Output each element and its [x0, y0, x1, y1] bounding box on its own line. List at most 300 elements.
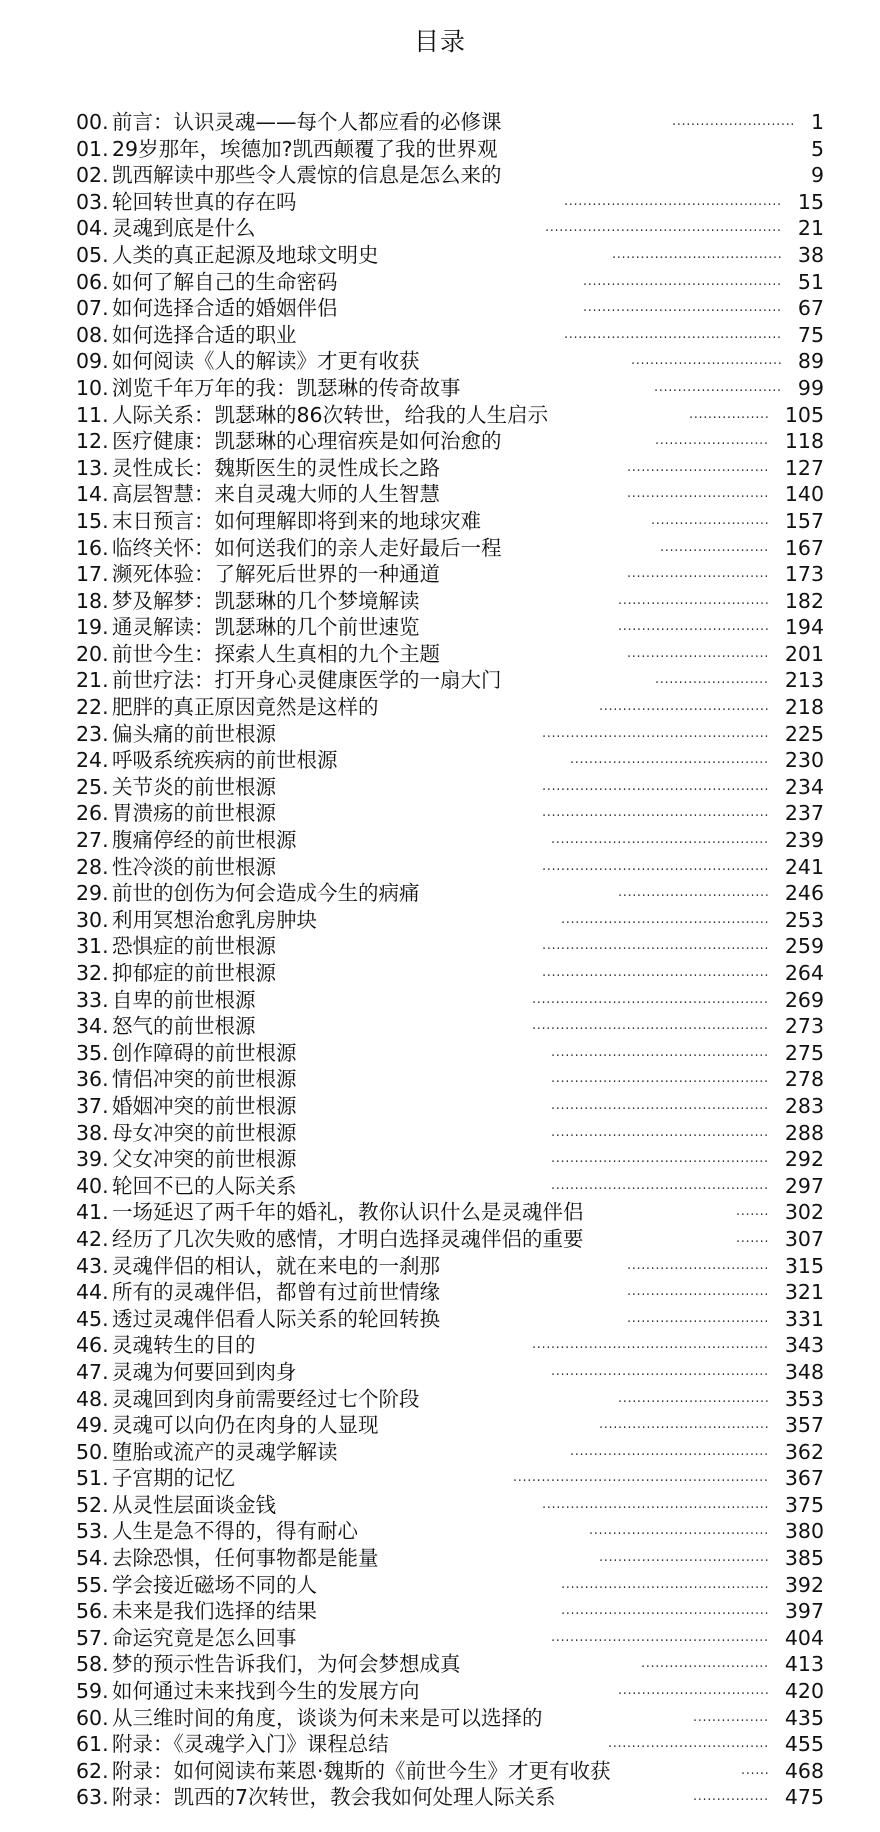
entry-title: 轮回不已的人际关系	[112, 1173, 297, 1198]
page-number: 404	[784, 1625, 824, 1650]
entry-title: 去除恐惧，任何事物都是能量	[112, 1546, 379, 1571]
toc-entry[interactable]	[76, 1784, 824, 1811]
toc-entry[interactable]	[76, 1173, 824, 1200]
entry-number: 34.	[76, 1014, 109, 1039]
page-number: 348	[784, 1359, 824, 1384]
page-number: 292	[784, 1147, 824, 1172]
entry-title: 恐惧症的前世根源	[112, 934, 276, 959]
toc-entry[interactable]	[76, 667, 824, 694]
entry-number: 03.	[76, 189, 109, 214]
toc-entry[interactable]	[76, 535, 824, 562]
dot-leader: ................	[693, 1709, 769, 1725]
entry-title: 婚姻冲突的前世根源	[112, 1093, 297, 1118]
entry-title: 关节炎的前世根源	[112, 774, 276, 799]
entry-number: 48.	[76, 1386, 109, 1411]
dot-leader: .................	[689, 406, 769, 422]
entry-title: 末日预言：如何理解即将到来的地球灾难	[112, 508, 481, 533]
toc-entry[interactable]	[76, 1093, 824, 1120]
page-number: 321	[784, 1280, 824, 1305]
page-number: 241	[784, 854, 824, 879]
toc-entry[interactable]	[76, 880, 824, 907]
entry-title: 如何选择合适的职业	[112, 322, 297, 347]
entry-title: 胃溃疡的前世根源	[112, 801, 276, 826]
toc-entry[interactable]	[76, 1758, 824, 1785]
entry-title: 如何了解自己的生命密码	[112, 269, 338, 294]
entry-number: 44.	[76, 1280, 109, 1305]
dot-leader: ......................................................	[513, 1470, 769, 1486]
page-number: 353	[784, 1386, 824, 1411]
entry-title: 濒死体验：了解死后世界的一种通道	[112, 562, 440, 587]
entry-number: 62.	[76, 1758, 109, 1783]
toc-entry[interactable]	[76, 215, 824, 242]
dot-leader: ..............................................	[551, 1071, 769, 1087]
dot-leader: ..............................................	[551, 1124, 769, 1140]
entry-title: 所有的灵魂伴侣，都曾有过前世情缘	[112, 1280, 440, 1305]
entry-title: 梦及解梦：凯瑟琳的几个梦境解读	[112, 588, 420, 613]
entry-title: 如何阅读《人的解读》才更有收获	[112, 349, 420, 374]
entry-number: 43.	[76, 1253, 109, 1278]
page-number: 67	[797, 296, 824, 321]
toc-entry[interactable]	[76, 1705, 824, 1732]
page-number: 118	[784, 429, 824, 454]
entry-title: 附录：《灵魂学入门》课程总结	[112, 1732, 389, 1757]
page-number: 315	[784, 1253, 824, 1278]
dot-leader: ..................................................	[532, 991, 769, 1007]
entry-number: 05.	[76, 242, 109, 267]
toc-entry[interactable]	[76, 987, 824, 1014]
entry-title: 医疗健康：凯瑟琳的心理宿疾是如何治愈的	[112, 429, 502, 454]
dot-leader: ..............................................	[551, 832, 769, 848]
dot-leader: .......	[736, 1204, 769, 1220]
page-number: 127	[784, 455, 824, 480]
page-number: 269	[784, 987, 824, 1012]
toc-entry[interactable]	[76, 641, 824, 668]
toc-entry[interactable]	[76, 136, 824, 163]
entry-number: 33.	[76, 987, 109, 1012]
entry-number: 52.	[76, 1492, 109, 1517]
entry-number: 04.	[76, 216, 109, 241]
page-number: 275	[784, 1040, 824, 1065]
entry-title: 附录：如何阅读布莱恩·魏斯的《前世今生》才更有收获	[112, 1758, 611, 1783]
entry-title: 经历了几次失败的感情，才明白选择灵魂伴侣的重要	[112, 1226, 584, 1251]
entry-number: 20.	[76, 641, 109, 666]
entry-title: 人生是急不得的，得有耐心	[112, 1519, 358, 1544]
page-number: 218	[784, 695, 824, 720]
entry-title: 前世疗法：打开身心灵健康医学的一扇大门	[112, 668, 502, 693]
entry-title: 灵魂伴侣的相认，就在来电的一刹那	[112, 1253, 440, 1278]
page-title: 目录	[413, 27, 466, 56]
entry-number: 13.	[76, 455, 109, 480]
page-number: 173	[784, 562, 824, 587]
page-number: 167	[784, 535, 824, 560]
entry-title: 肥胖的真正原因竟然是这样的	[112, 695, 379, 720]
dot-leader: ................................................	[542, 725, 769, 741]
page-number: 5	[810, 136, 824, 161]
page-number: 307	[784, 1226, 824, 1251]
dot-leader: ..........................	[672, 114, 795, 129]
page-number: 367	[784, 1466, 824, 1491]
entry-title: 如何选择合适的婚姻伴侣	[112, 296, 338, 321]
page-number: 225	[784, 721, 824, 746]
entry-title: 未来是我们选择的结果	[112, 1599, 317, 1624]
entry-number: 39.	[76, 1147, 109, 1172]
entry-title: 利用冥想治愈乳房肿块	[112, 907, 317, 932]
entry-number: 30.	[76, 907, 109, 932]
dot-leader: ..................................	[608, 1736, 769, 1752]
page-number: 343	[784, 1333, 824, 1358]
toc-entry[interactable]	[76, 1439, 824, 1466]
dot-leader: ..............................	[627, 1310, 769, 1326]
entry-title: 附录：凯西的7次转世，教会我如何处理人际关系	[112, 1785, 556, 1810]
page-number: 283	[784, 1093, 824, 1118]
entry-number: 35.	[76, 1040, 109, 1065]
dot-leader: ..............................	[627, 645, 769, 661]
entry-title: 创作障碍的前世根源	[112, 1040, 297, 1065]
dot-leader: ..............................................	[551, 1363, 769, 1379]
toc-entry[interactable]	[76, 800, 824, 827]
page-number: 362	[784, 1439, 824, 1464]
entry-number: 32.	[76, 961, 109, 985]
page-number: 15	[797, 189, 824, 214]
toc-entry[interactable]	[76, 402, 824, 429]
entry-number: 17.	[76, 562, 109, 587]
toc-entry[interactable]	[76, 1226, 824, 1253]
entry-title: 透过灵魂伴侣看人际关系的轮回转换	[112, 1306, 440, 1331]
dot-leader: ............................................	[561, 1603, 769, 1619]
entry-number: 06.	[76, 269, 109, 294]
page-number: 331	[784, 1306, 824, 1331]
toc-entry[interactable]	[76, 1678, 824, 1705]
toc-entry[interactable]	[76, 1545, 824, 1572]
entry-number: 26.	[76, 801, 109, 826]
entry-number: 55.	[76, 1572, 109, 1597]
page-number: 9	[810, 163, 824, 188]
entry-number: 31.	[76, 934, 109, 959]
entry-number: 19.	[76, 615, 109, 640]
toc-entry[interactable]	[76, 481, 824, 508]
page-number: 264	[784, 961, 824, 985]
entry-number: 02.	[76, 163, 109, 188]
dot-leader: ..............................................	[551, 1177, 769, 1193]
entry-title: 前世今生：探索人生真相的九个主题	[112, 641, 440, 666]
toc-entry[interactable]	[76, 1146, 824, 1173]
entry-number: 51.	[76, 1466, 109, 1491]
toc-entry[interactable]	[76, 322, 824, 349]
toc-entry[interactable]	[76, 854, 824, 881]
entry-number: 14.	[76, 482, 109, 507]
page-number: 475	[784, 1785, 824, 1810]
toc-entry[interactable]	[76, 295, 824, 322]
entry-title: 自卑的前世根源	[112, 987, 256, 1012]
entry-number: 00.	[76, 110, 109, 134]
entry-number: 47.	[76, 1359, 109, 1384]
toc-entry[interactable]	[76, 561, 824, 588]
toc-entry[interactable]	[76, 1518, 824, 1545]
dot-leader: ..............................	[627, 1257, 769, 1273]
toc-entry[interactable]	[76, 588, 824, 615]
toc-entry[interactable]	[76, 774, 824, 801]
entry-title: 堕胎或流产的灵魂学解读	[112, 1439, 338, 1464]
page-number: 297	[784, 1173, 824, 1198]
entry-title: 前言：认识灵魂——每个人都应看的必修课	[112, 110, 502, 134]
page-number: 21	[797, 216, 824, 241]
page-number: 75	[797, 322, 824, 347]
entry-title: 呼吸系统疾病的前世根源	[112, 748, 338, 773]
entry-number: 63.	[76, 1785, 109, 1810]
toc-entry[interactable]	[76, 907, 824, 934]
entry-number: 50.	[76, 1439, 109, 1464]
dot-leader: ..............................	[627, 1284, 769, 1300]
toc-entry[interactable]	[76, 1386, 824, 1413]
page-number: 246	[784, 881, 824, 906]
entry-number: 60.	[76, 1705, 109, 1730]
entry-title: 人际关系：凯瑟琳的86次转世，给我的人生启示	[112, 402, 549, 427]
toc-entry[interactable]	[76, 162, 824, 189]
entry-number: 28.	[76, 854, 109, 879]
entry-number: 10.	[76, 375, 109, 400]
toc-entry[interactable]	[76, 933, 824, 960]
toc-entry[interactable]	[76, 348, 824, 375]
toc-entry[interactable]	[76, 508, 824, 535]
toc-entry[interactable]	[76, 1572, 824, 1599]
page-number: 455	[784, 1732, 824, 1757]
entry-number: 25.	[76, 774, 109, 799]
page-number: 194	[784, 615, 824, 640]
toc-entry[interactable]	[76, 109, 824, 136]
entry-title: 情侣冲突的前世根源	[112, 1067, 297, 1092]
entry-number: 09.	[76, 349, 109, 374]
entry-number: 40.	[76, 1173, 109, 1198]
entry-title: 浏览千年万年的我：凯瑟琳的传奇故事	[112, 375, 461, 400]
dot-leader: ................................	[618, 619, 769, 635]
entry-title: 性冷淡的前世根源	[112, 854, 276, 879]
entry-number: 49.	[76, 1413, 109, 1438]
page-number: 380	[784, 1519, 824, 1544]
dot-leader: ..........................................	[583, 273, 782, 289]
toc-entry[interactable]	[76, 375, 824, 402]
page-number: 182	[784, 588, 824, 613]
dot-leader: ................................	[618, 1683, 769, 1699]
entry-title: 临终关怀：如何送我们的亲人走好最后一程	[112, 535, 502, 560]
dot-leader: .......	[736, 1230, 769, 1246]
entry-title: 偏头痛的前世根源	[112, 721, 276, 746]
dot-leader: ..................................................	[532, 1337, 769, 1353]
entry-number: 24.	[76, 748, 109, 773]
dot-leader: ..............................................	[551, 1151, 769, 1167]
dot-leader: ................................................	[542, 805, 769, 821]
entry-title: 父女冲突的前世根源	[112, 1147, 297, 1172]
entry-number: 18.	[76, 588, 109, 613]
entry-number: 12.	[76, 429, 109, 454]
page-number: 105	[784, 402, 824, 427]
toc-entry[interactable]	[76, 1492, 824, 1519]
dot-leader: ........................	[655, 433, 769, 449]
entry-number: 56.	[76, 1599, 109, 1624]
entry-title: 高层智慧：来自灵魂大师的人生智慧	[112, 482, 440, 507]
toc-entry[interactable]	[76, 694, 824, 721]
dot-leader: ................	[693, 1789, 769, 1805]
dot-leader: ..........................................	[570, 1443, 769, 1459]
dot-leader: ..................................................	[532, 1018, 769, 1034]
toc-entry[interactable]	[76, 455, 824, 482]
page-number: 237	[784, 801, 824, 826]
toc-entry[interactable]	[76, 1598, 824, 1625]
entry-title: 怒气的前世根源	[112, 1014, 256, 1039]
entry-number: 23.	[76, 721, 109, 746]
toc-entry[interactable]	[76, 1465, 824, 1492]
dot-leader: ..................................................	[545, 220, 782, 236]
page-number: 38	[797, 242, 824, 267]
toc-entry[interactable]	[76, 827, 824, 854]
entry-number: 54.	[76, 1546, 109, 1571]
dot-leader: ...........................	[641, 1656, 769, 1672]
page-number: 273	[784, 1014, 824, 1039]
entry-title: 灵魂可以向仍在肉身的人显现	[112, 1413, 379, 1438]
page-number: 201	[784, 641, 824, 666]
page-number: 397	[784, 1599, 824, 1624]
dot-leader: ........................	[655, 672, 769, 688]
entry-number: 37.	[76, 1093, 109, 1118]
dot-leader: ................................................	[542, 858, 769, 874]
entry-number: 38.	[76, 1120, 109, 1145]
dot-leader: ......	[741, 1762, 769, 1778]
toc-entry[interactable]	[76, 1013, 824, 1040]
entry-title: 灵魂回到肉身前需要经过七个阶段	[112, 1386, 420, 1411]
entry-number: 61.	[76, 1732, 109, 1757]
dot-leader: ..............................	[627, 566, 769, 582]
entry-title: 29岁那年，埃德加?凯西颠覆了我的世界观	[112, 136, 498, 161]
dot-leader: ...........................	[654, 379, 782, 395]
page-number: 420	[784, 1679, 824, 1704]
dot-leader: ................................................	[542, 1496, 769, 1512]
entry-title: 灵魂到底是什么	[112, 216, 256, 241]
entry-title: 命运究竟是怎么回事	[112, 1625, 297, 1650]
entry-title: 如何通过未来找到今生的发展方向	[112, 1679, 420, 1704]
dot-leader: ............................................	[561, 911, 769, 927]
entry-number: 46.	[76, 1333, 109, 1358]
toc-entry[interactable]	[76, 1040, 824, 1067]
dot-leader: ................................................	[542, 938, 769, 954]
entry-number: 08.	[76, 322, 109, 347]
page-number: 157	[784, 508, 824, 533]
dot-leader: ....................................	[612, 246, 782, 262]
dot-leader: ................................	[618, 885, 769, 901]
toc-entry[interactable]	[76, 1066, 824, 1093]
page-number: 99	[797, 375, 824, 400]
dot-leader: ................................	[618, 592, 769, 608]
dot-leader: ................................	[631, 353, 782, 369]
dot-leader: ................................................	[542, 778, 769, 794]
toc-entry[interactable]	[76, 1253, 824, 1280]
toc-entry[interactable]	[76, 269, 824, 296]
toc-entry[interactable]	[76, 747, 824, 774]
entry-title: 灵魂为何要回到肉身	[112, 1359, 297, 1384]
toc-entry[interactable]	[76, 428, 824, 455]
entry-title: 一场延迟了两千年的婚礼，教你认识什么是灵魂伴侣	[112, 1200, 584, 1225]
page-number: 89	[797, 349, 824, 374]
toc-entry[interactable]	[76, 1651, 824, 1678]
toc-entry[interactable]	[76, 614, 824, 641]
page-number: 51	[797, 269, 824, 294]
entry-title: 人类的真正起源及地球文明史	[112, 242, 379, 267]
toc-entry[interactable]	[76, 960, 824, 987]
entry-number: 01.	[76, 136, 109, 161]
toc-entry[interactable]	[76, 1359, 824, 1386]
entry-title: 梦的预示性告诉我们，为何会梦想成真	[112, 1652, 461, 1677]
dot-leader: ..............................	[627, 459, 769, 475]
toc-entry[interactable]	[76, 1199, 824, 1226]
dot-leader: .......................	[660, 539, 769, 555]
entry-title: 凯西解读中那些令人震惊的信息是怎么来的	[112, 163, 502, 188]
toc-entry[interactable]	[76, 189, 824, 216]
entry-title: 母女冲突的前世根源	[112, 1120, 297, 1145]
dot-leader: ..............................................	[551, 1629, 769, 1645]
dot-leader: ..............................................	[564, 326, 782, 342]
dot-leader: ................................	[618, 1390, 769, 1406]
page-number: 234	[784, 774, 824, 799]
entry-title: 抑郁症的前世根源	[112, 961, 276, 985]
entry-number: 21.	[76, 668, 109, 693]
entry-title: 学会接近磁场不同的人	[112, 1572, 317, 1597]
dot-leader: .........................	[651, 512, 769, 528]
page-number: 302	[784, 1200, 824, 1225]
toc-entry[interactable]	[76, 242, 824, 269]
page-number: 413	[784, 1652, 824, 1677]
toc-entry[interactable]	[76, 1279, 824, 1306]
toc-entry[interactable]	[76, 721, 824, 748]
entry-title: 从三维时间的角度，谈谈为何未来是可以选择的	[112, 1705, 543, 1730]
entry-number: 11.	[76, 402, 109, 427]
toc-entry[interactable]	[76, 1306, 824, 1333]
dot-leader: ....................................	[599, 1550, 769, 1566]
entry-title: 从灵性层面谈金钱	[112, 1492, 276, 1517]
entry-title: 前世的创伤为何会造成今生的病痛	[112, 881, 420, 906]
entry-number: 27.	[76, 828, 109, 853]
entry-number: 45.	[76, 1306, 109, 1331]
page-number: 392	[784, 1572, 824, 1597]
dot-leader: ..............................................	[551, 1044, 769, 1060]
entry-number: 41.	[76, 1200, 109, 1225]
toc-entry[interactable]	[76, 1120, 824, 1147]
entry-number: 07.	[76, 296, 109, 321]
entry-number: 58.	[76, 1652, 109, 1677]
page-number: 230	[784, 748, 824, 773]
dot-leader: ....................................	[599, 1417, 769, 1433]
dot-leader: ......................................	[589, 1523, 769, 1539]
dot-leader: ..............................................	[564, 193, 782, 209]
toc-entry[interactable]	[76, 1332, 824, 1359]
entry-title: 轮回转世真的存在吗	[112, 189, 297, 214]
page-number: 435	[784, 1705, 824, 1730]
page-number: 259	[784, 934, 824, 959]
toc-entry[interactable]	[76, 1412, 824, 1439]
toc-entry[interactable]	[76, 1625, 824, 1652]
page-number: 385	[784, 1546, 824, 1571]
dot-leader: ..........................................	[570, 752, 769, 768]
dot-leader: ..............................	[627, 486, 769, 502]
entry-number: 16.	[76, 535, 109, 560]
page-number: 288	[784, 1120, 824, 1145]
page-number: 1	[810, 110, 824, 134]
page-number: 357	[784, 1413, 824, 1438]
entry-title: 腹痛停经的前世根源	[112, 828, 297, 853]
page-number: 140	[784, 482, 824, 507]
page-number: 278	[784, 1067, 824, 1092]
entry-title: 子宫期的记忆	[112, 1466, 235, 1491]
page-number: 239	[784, 828, 824, 853]
toc-entry[interactable]	[76, 1731, 824, 1758]
page-number: 468	[784, 1758, 824, 1783]
